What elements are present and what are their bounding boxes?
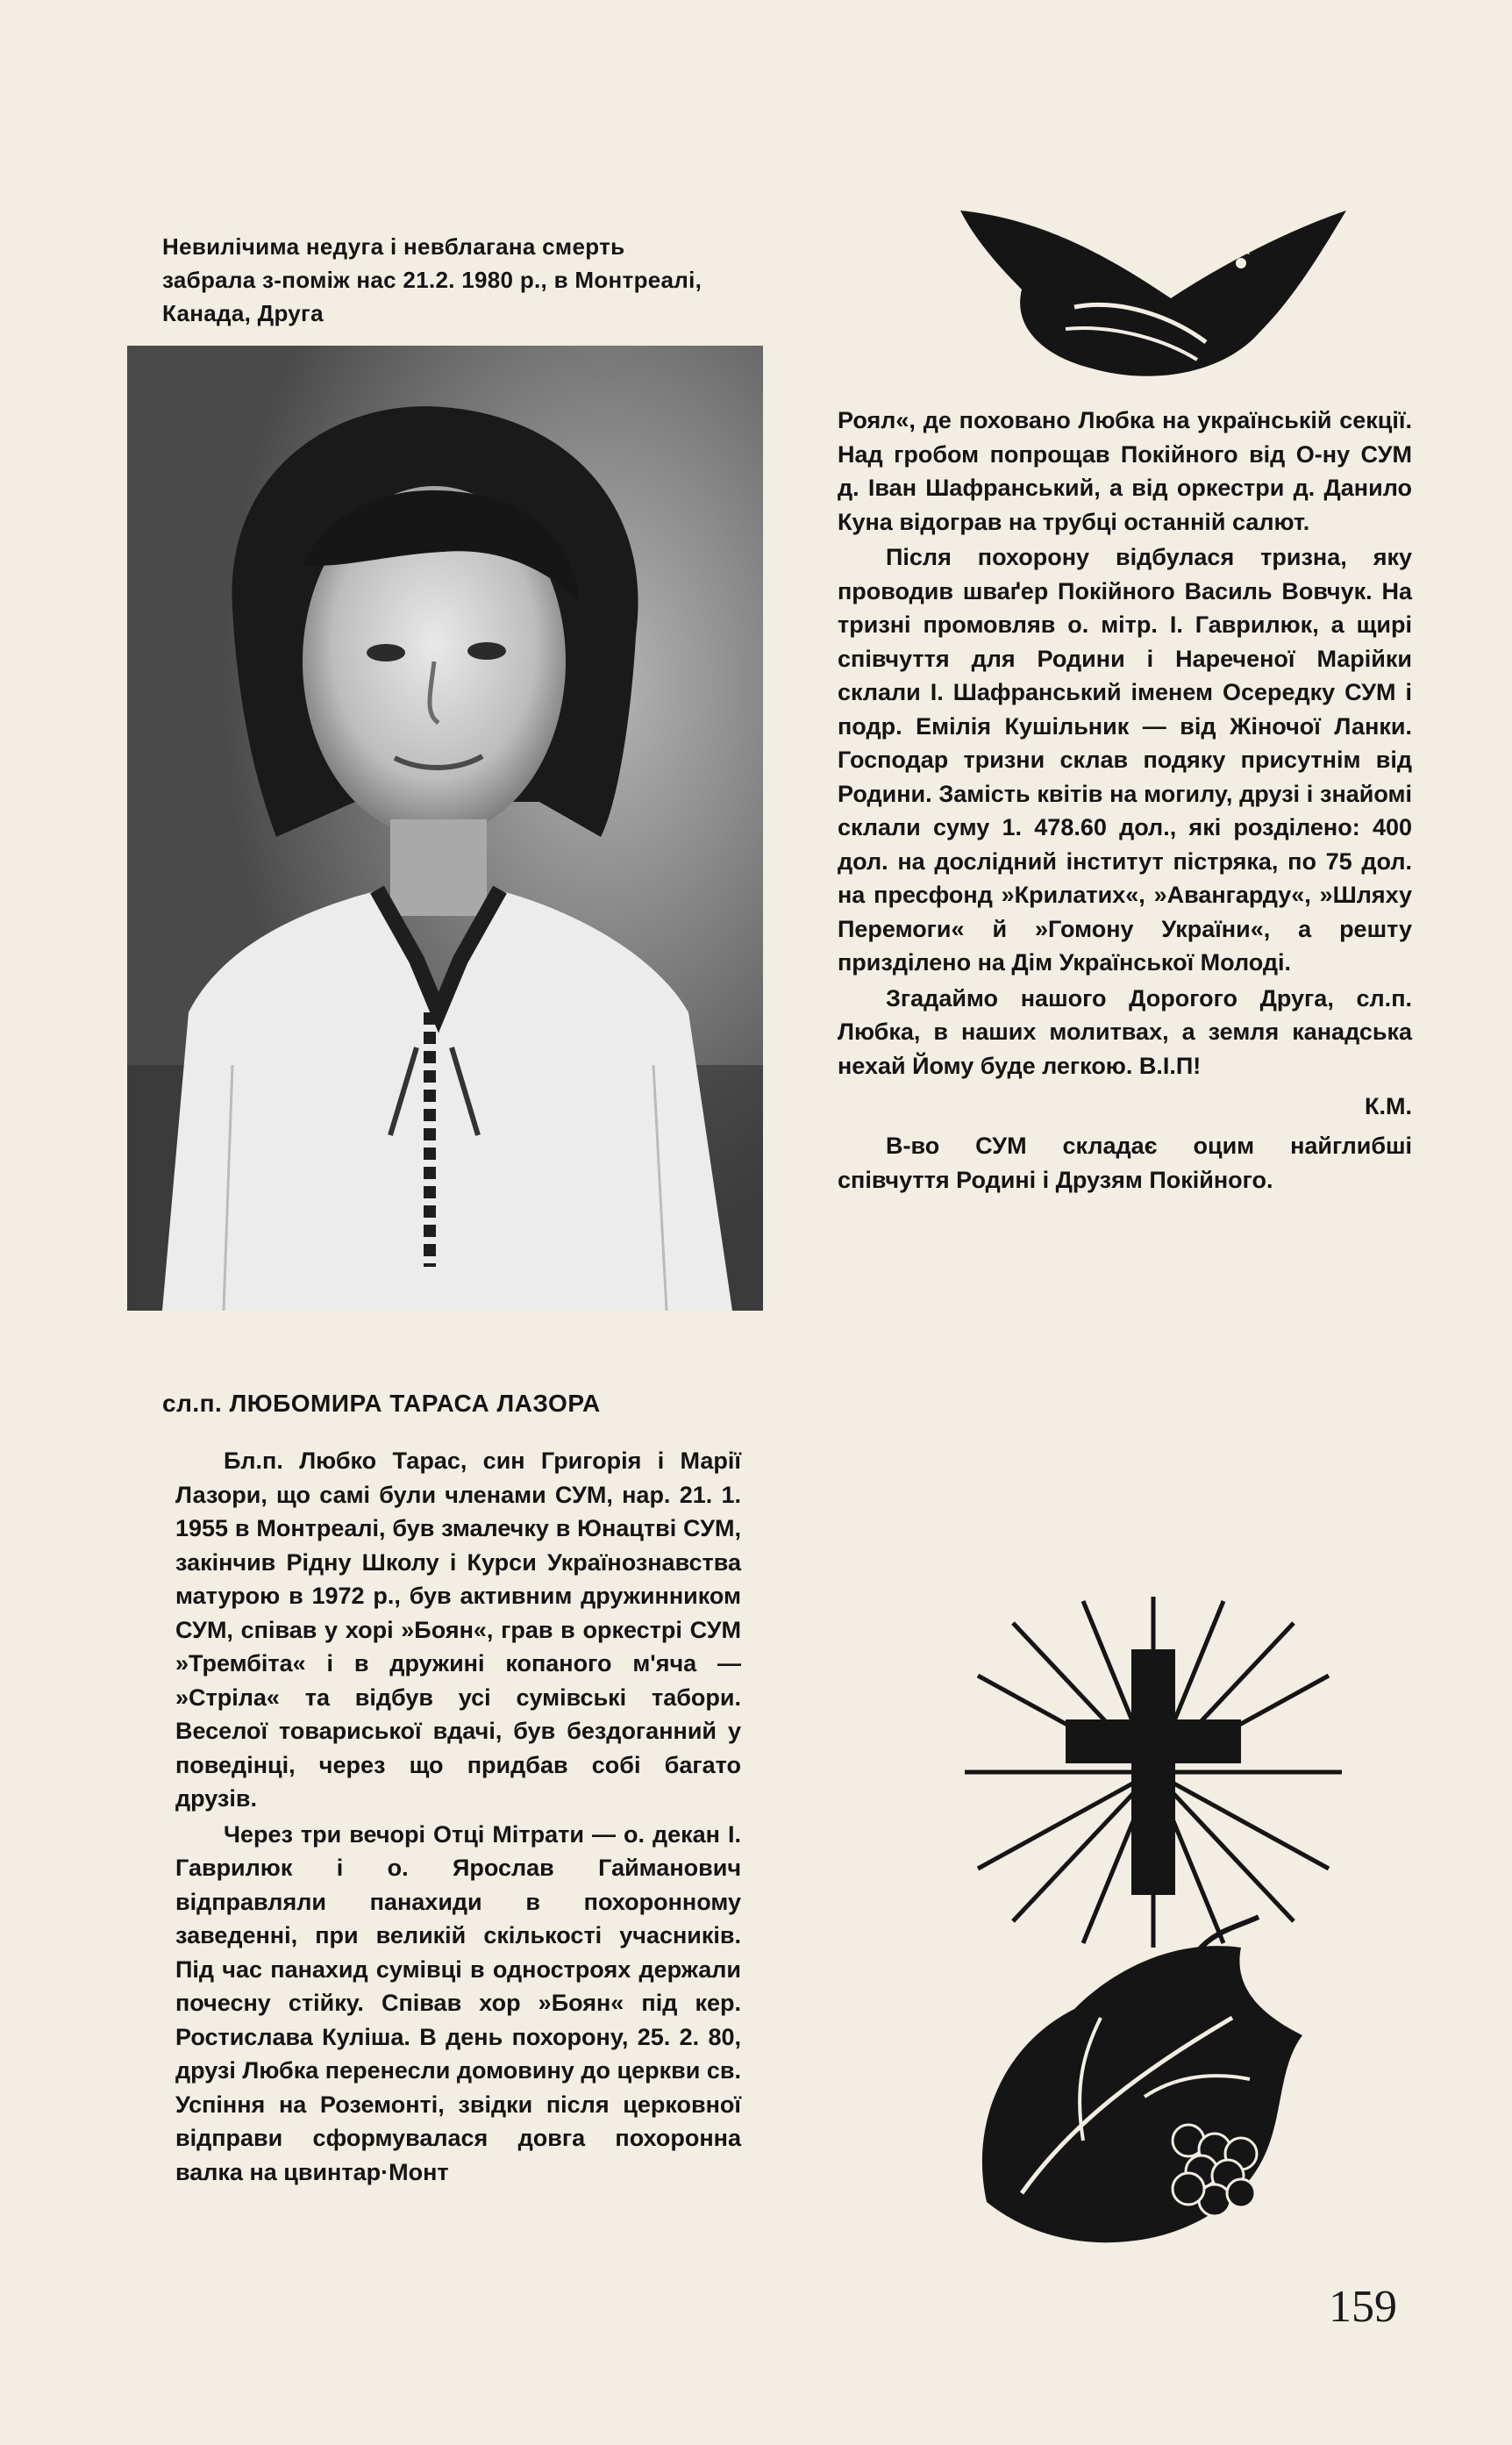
right-paragraph-2: Після похорону відбулася тризна, яку проводив шваґер Покійного Василь Вовчук. На тризні промовляв о. мітр. І. Гаврилюк, а щирі співчуття для Родини і Нареченої Марійки склали І. Шафранський іменем Осередку СУМ і подр. Емілія Кушільник — від Жіночої Ланки. Господар тризни склав подяку присутнім від Родини. Замість квітів на могилу, друзі і знайомі склали суму 1. 478.60 дол., які розділено: 400 дол. на дослідний інститут пістряка, по 75 дол. на пресфонд »Крилатих«, »Авангарду«, »Шляху Перемоги« й »Гомону України«, а решту призділено на Дім Української Молоді. — [838, 544, 1412, 976]
right-paragraph-3: Згадаймо нашого Дорогого Друга, сл.п. Любка, в наших молитвах, а земля канадська нехай Йому буде легкою. В.І.П! — [838, 984, 1412, 1079]
left-column — [127, 230, 763, 2189]
condolence-text: В-во СУМ складає оцим найглибші співчуття Родині і Друзям Покійного. — [838, 1133, 1412, 1193]
left-paragraph-1: Бл.п. Любко Тарас, син Григорія і Марії Лазори, що самі були членами СУМ, нар. 21. 1. 1955 в Монтреалі, був змалечку в Юнацтві СУМ, закінчив Рідну Школу і Курси Українознавства матурою в 1972 р., був активним дружинником СУМ, співав у хорі »Боян«, грав в оркестрі СУМ »Трембіта« і в дружині копаного м'яча — »Стріла« та відбув усі сумівські табори. Веселої товариської вдачі, був бездоганний у поведінці, через що придбав собі багато друзів. — [175, 1448, 741, 1812]
radiant-cross-icon — [960, 1597, 1346, 1948]
page-number: 159 — [1329, 2282, 1397, 2332]
left-paragraph-2: Через три вечорі Отці Мітрати — о. декан І. Гаврилюк і о. Ярослав Гайманович відправляли панахиди в похоронному заведенні, при великій скількості учасників. Під час панахид сумівці в одностроях держали почесну стійку. Співав хор »Боян« під кер. Ростислава Куліша. В день похорону, 25. 2. 80, друзі Любка перенесли домовину до церкви св. Успіння на Роземонті, звідки після церковної відправи сформувалася довга похоронна валка на цвинтар·Монт — [175, 1820, 741, 2185]
intro-text: Невилічима недуга і невблагана смерть забрала з-поміж нас 21.2. 1980 р., в Монтреалі, Канада, Друга — [162, 233, 703, 326]
portrait-photo — [127, 346, 763, 1311]
right-column — [838, 404, 1412, 1197]
right-paragraph-1: Роял«, де поховано Любка на українській секції. Над гробом попрощав Покійного від О-ну СУМ д. Іван Шафранський, а від оркестри д. Данило Куна відограв на трубці останній салют. — [838, 407, 1412, 535]
portrait-illustration — [127, 346, 763, 1311]
photo-caption: сл.п. ЛЮБОМИРА ТАРАСА ЛАЗОРА — [162, 1390, 601, 1417]
grape-leaf-icon — [952, 1912, 1320, 2255]
author-signature: К.М. — [1365, 1093, 1412, 1119]
bird-ornament-icon — [943, 193, 1355, 390]
